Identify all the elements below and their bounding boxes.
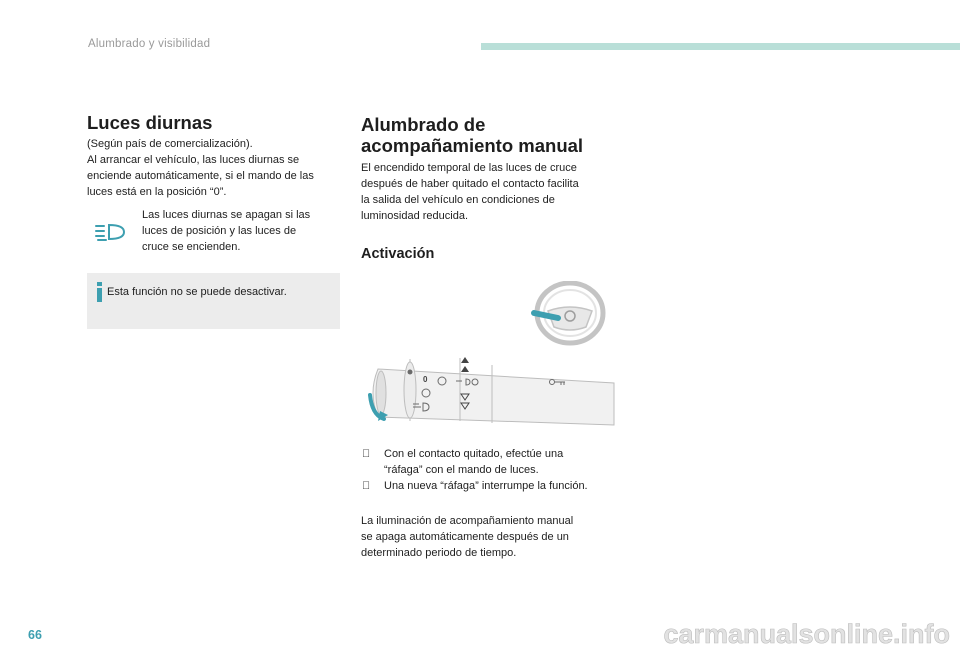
text-line: Con el contacto quitado, efectúe una bbox=[384, 448, 564, 460]
info-icon bbox=[95, 282, 105, 302]
text-line: luminosidad reducida. bbox=[361, 210, 469, 222]
note-text: Esta función no se puede desactivar. bbox=[107, 286, 287, 298]
text-line: luces está en la posición “0”. bbox=[87, 186, 227, 198]
text-line: Al arrancar el vehículo, las luces diurnas se bbox=[87, 154, 300, 166]
text-line: La iluminación de acompañamiento manual bbox=[361, 515, 574, 527]
activacion-subtitle: Activación bbox=[361, 246, 435, 262]
text-line: (Según país de comercialización). bbox=[87, 138, 253, 150]
indicator-description bbox=[142, 207, 310, 255]
title-line: Alumbrado de bbox=[361, 114, 486, 135]
stalk-zero-label: 0 bbox=[423, 375, 428, 384]
bullet-symbol bbox=[362, 446, 384, 478]
title-line: acompañamiento manual bbox=[361, 135, 584, 156]
acompanamiento-title bbox=[361, 114, 583, 156]
daytime-running-light-icon bbox=[94, 222, 126, 242]
activation-steps bbox=[362, 446, 622, 494]
watermark-logo bbox=[0, 614, 960, 649]
text-line: se apaga automáticamente después de un bbox=[361, 531, 569, 543]
luces-diurnas-paragraph bbox=[87, 136, 314, 200]
closing-paragraph bbox=[361, 513, 573, 561]
section-bar bbox=[481, 43, 960, 50]
list-item bbox=[362, 478, 622, 494]
acompanamiento-intro bbox=[361, 160, 579, 224]
text-line: El encendido temporal de las luces de cruce bbox=[361, 162, 577, 174]
bullet-symbol bbox=[362, 478, 384, 494]
text-line: Las luces diurnas se apagan si las bbox=[142, 209, 311, 221]
text-line: después de haber quitado el contacto facilita bbox=[361, 178, 579, 190]
text-line: enciende automáticamente, si el mando de las bbox=[87, 170, 314, 182]
page-number: 66 bbox=[28, 628, 42, 642]
text-line: luces de posición y las luces de bbox=[142, 225, 297, 237]
svg-text:carmanualsonline.info: carmanualsonline.info bbox=[663, 619, 950, 649]
text-line: determinado periodo de tiempo. bbox=[361, 547, 517, 559]
text-line: “ráfaga” con el mando de luces. bbox=[384, 464, 539, 476]
lighting-stalk-illustration bbox=[364, 355, 618, 427]
text-line: cruce se encienden. bbox=[142, 241, 241, 253]
steering-wheel-illustration bbox=[528, 281, 608, 349]
luces-diurnas-title: Luces diurnas bbox=[87, 112, 213, 133]
list-item bbox=[362, 446, 622, 478]
note-box bbox=[87, 273, 340, 329]
text-line: Una nueva “ráfaga” interrumpe la función. bbox=[384, 480, 588, 492]
text-line: la salida del vehículo en condiciones de bbox=[361, 194, 555, 206]
section-title: Alumbrado y visibilidad bbox=[88, 38, 211, 50]
